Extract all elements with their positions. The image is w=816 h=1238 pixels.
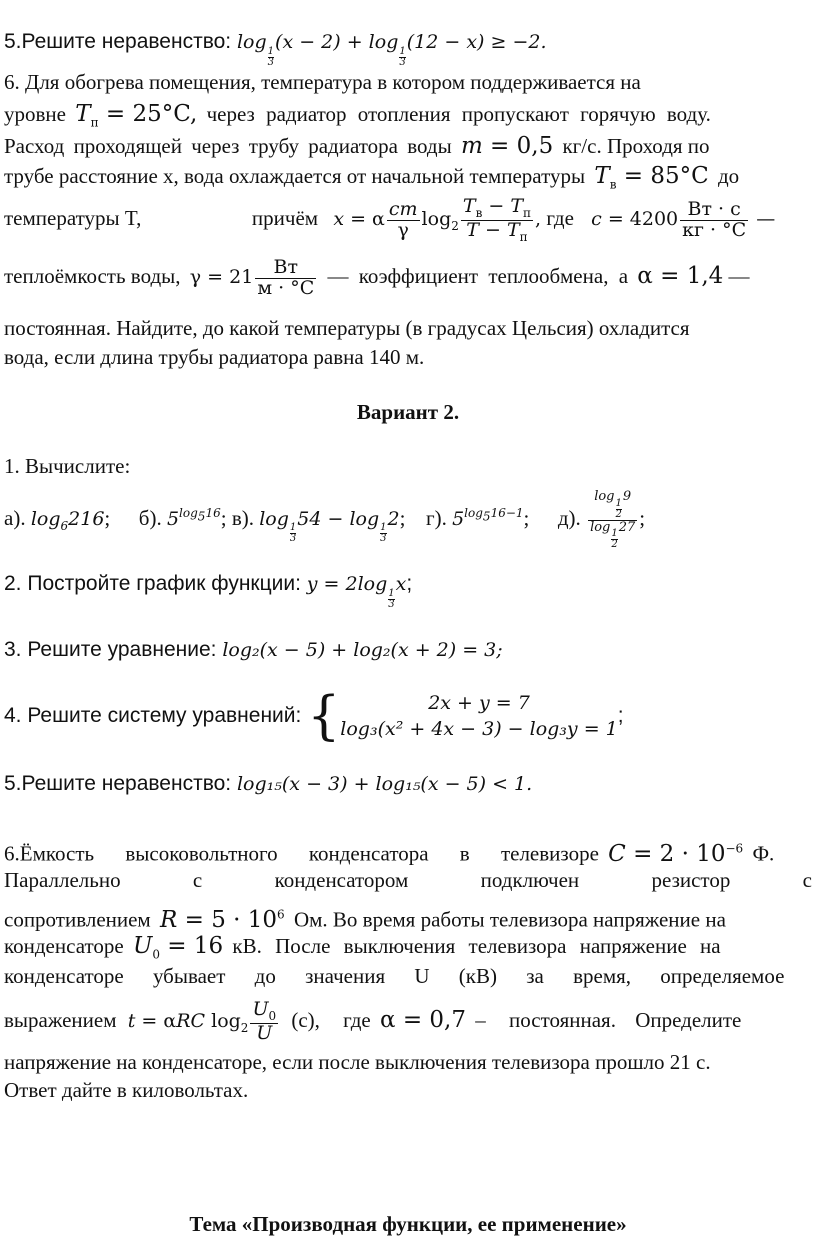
v2-task3: 3. Решите уравнение: log₂(x − 5) + log₂(x + 2) = 3; [4, 638, 503, 661]
v2-task6-line4: конденсаторе $U_0 = 16$ кВ. После выключения телевизора напряжение на [4, 933, 721, 962]
v1-task6-line6: теплоёмкость воды, γ = 21 $\frac{Вт}{м \cdot ^\circ C}$ — коэффициент теплообмена, а α = 1,4 — [4, 255, 750, 299]
v1-task6-line2: уровне $T_п = 25^\circ C$, через радиатор отопления пропускают горячую воду. [4, 101, 711, 130]
formula-x: x = α $\frac{cm}{\gamma}$ $\log_2$ $\frac{T_в - T_п}{T - T_п}$ , [333, 195, 542, 244]
formula-t: t = αRC $\log_2$ $\frac{U_0}{U}$ [127, 998, 277, 1044]
v2-task6-line5: конденсаторе убывает до значения U (кВ) за время, определяемое [4, 964, 785, 988]
v2-task6-line1: 6.Ёмкость высоковольтного конденсатора в телевизоре $C = 2 \cdot 10^{-6}$ Ф. [4, 840, 775, 867]
v2-task1-items: а). $\log_6216$; б). $5^{log_516}$; в). log $\frac{1}{3}$ 54 − log $\frac{1}{3}$ 2; г). $5^{log_516-1}$; д). log $\frac{1}{2}$ 9 log $\frac{1}{2}$ 27 ; [4, 489, 646, 550]
v1-task6-line7: постоянная. Найдите, до какой температуры (в градусах Цельсия) охладится [4, 316, 690, 340]
v2-task6-line3: сопротивлением $R = 5 \cdot 10^6$ Ом. Во время работы телевизора напряжение на [4, 906, 726, 933]
v2-task1-label: 1. Вычислите: [4, 454, 131, 478]
v1-task6-line5: температуры T, причём x = α $\frac{cm}{\gamma}$ $\log_2$ $\frac{T_в - T_п}{T - T_п}$ , где c = 4200 $\frac{Вт \cdot с}{кг \cdot ^\circ C}$ — [4, 195, 776, 244]
v1-task6-line4: трубе расстояние x, вода охлаждается от начальной температуры $T_в = 85^\circ C$ до [4, 163, 740, 192]
v2-task4: 4. Решите систему уравнений: { 2x + y = 7 log₃(x² + 4x − 3) − log₃y = 1 ; [4, 686, 624, 747]
v1-task6-line3: Расход проходящей через трубу радиатора воды m = 0,5 кг/с. Проходя по [4, 133, 710, 159]
formula-gamma: γ = 21 $\frac{Вт}{м \cdot ^\circ C}$ [189, 255, 315, 299]
v2-task6-line8: Ответ дайте в киловольтах. [4, 1078, 249, 1102]
formula-c: c = 4200 $\frac{Вт \cdot с}{кг \cdot ^\circ C}$ — [591, 197, 776, 241]
v1-task6-line1: 6. Для обогрева помещения, температура в котором поддерживается на [4, 70, 641, 94]
v1-task5: 5.Решите неравенство: log $\frac{1}{3}$ (x − 2) + log $\frac{1}{3}$ (12 − x) ≥ −2. [4, 30, 547, 68]
equation-system: 2x + y = 7 log₃(x² + 4x − 3) − log₃y = 1 [340, 692, 618, 741]
v2-task2: 2. Постройте график функции: y = 2log $\frac{1}{3}$ x; [4, 572, 413, 610]
v1-task6-line8: вода, если длина трубы радиатора равна 140 м. [4, 345, 425, 369]
v2-task6-line6: выражением t = αRC $\log_2$ $\frac{U_0}{U}$ (с), где α = 0,7 – постоянная. Определите [4, 998, 742, 1044]
v2-task6-line7: напряжение на конденсаторе, если после выключения телевизора прошло 21 с. [4, 1050, 711, 1074]
v2-task6-line2: Параллельно с конденсатором подключен резистор с [4, 868, 812, 892]
variant-title: Вариант 2. [356, 400, 460, 424]
topic-title: Тема «Производная функции, ее применение» [189, 1212, 627, 1236]
v1-task5-expr: log $\frac{1}{3}$ (x − 2) + log $\frac{1}{3}$ (12 − x) ≥ −2. [236, 31, 547, 68]
v2-task5: 5.Решите неравенство: log₁₅(x − 3) + log₁₅(x − 5) < 1. [4, 772, 533, 795]
